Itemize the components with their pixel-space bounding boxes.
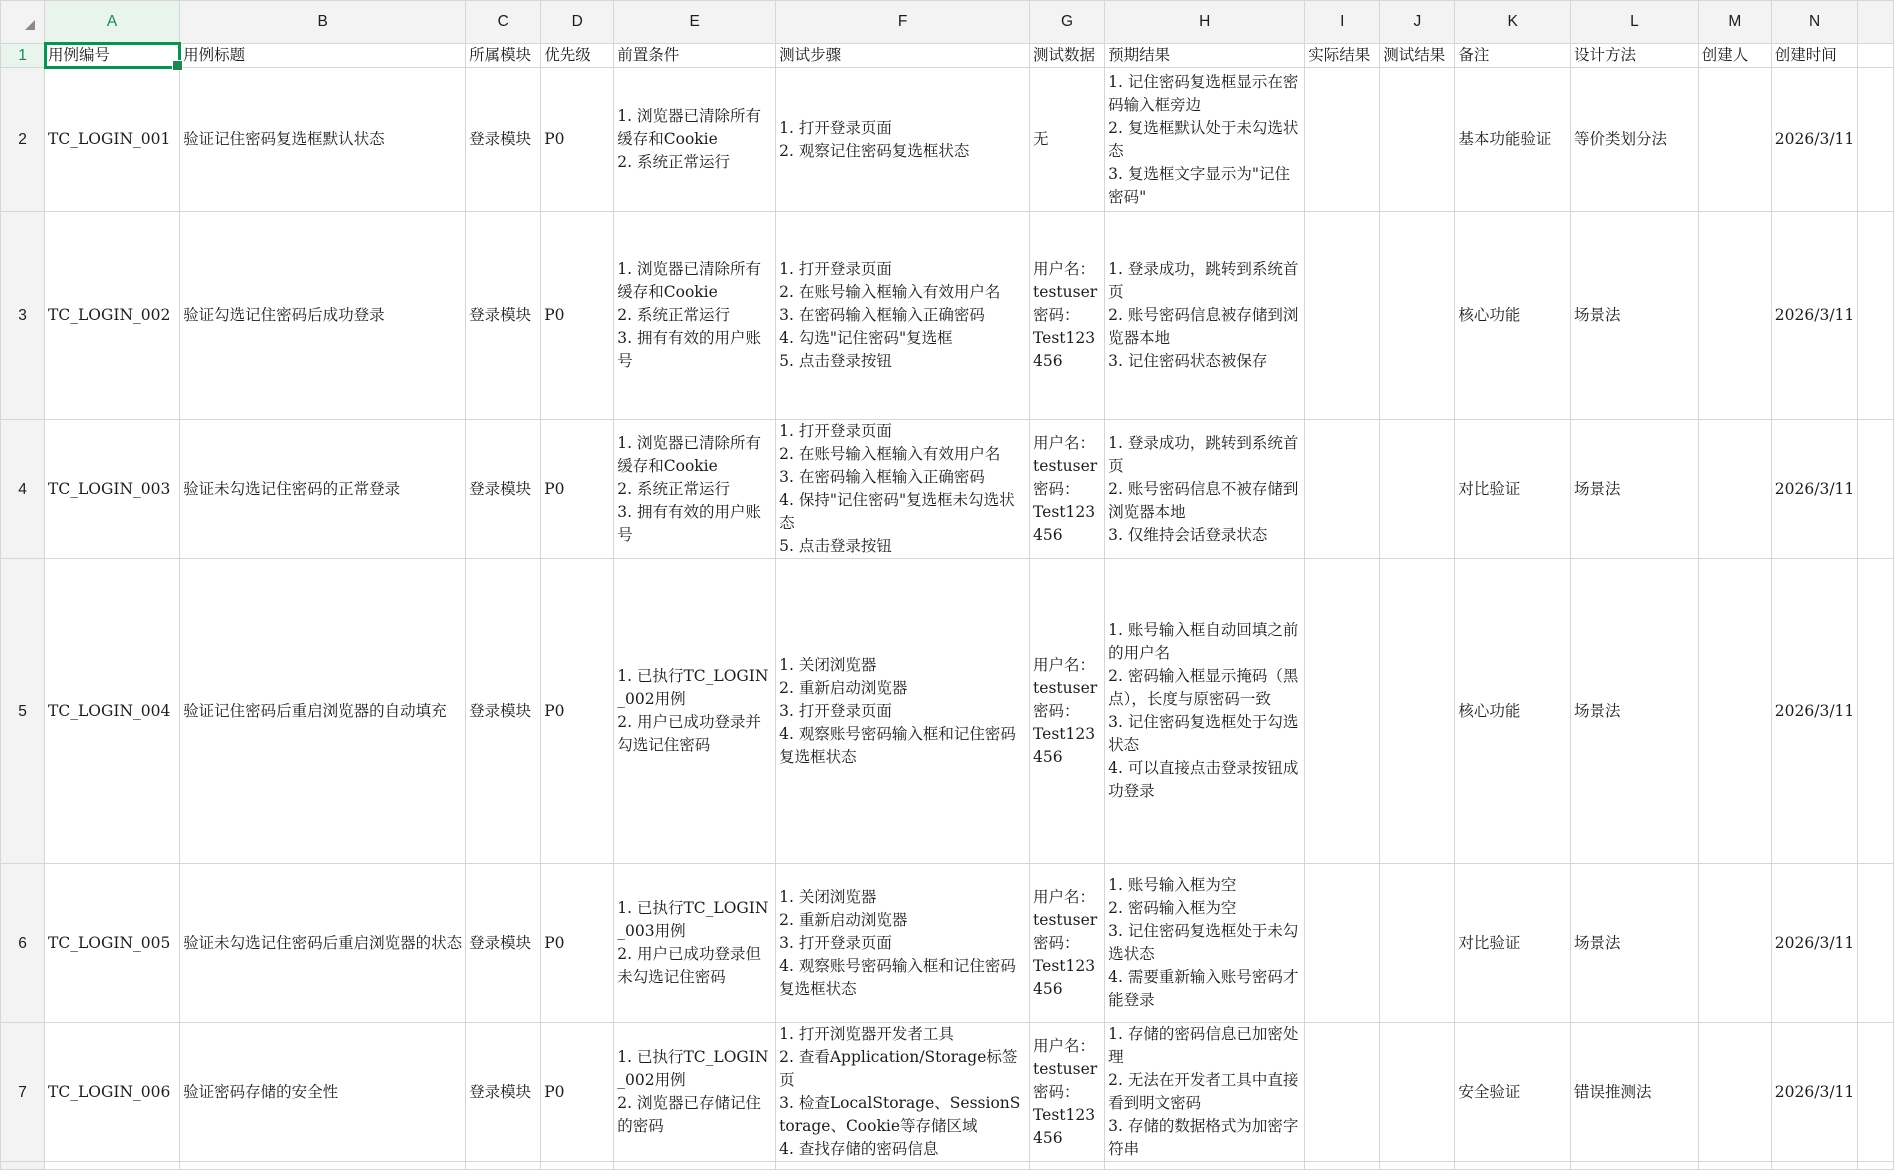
created-date-cell[interactable]: 2026/3/11: [1771, 68, 1857, 212]
cell-line: 2. 系统正常运行: [617, 153, 730, 171]
column-header-overflow: [1858, 1, 1894, 44]
empty-cell[interactable]: [1858, 43, 1894, 68]
header-label: 测试结果: [1383, 45, 1446, 64]
column-header-row: [1, 1, 1894, 44]
cell-line: 3. 拥有有效的用户账号: [617, 329, 761, 370]
table-row: [1, 1162, 1894, 1170]
cell-line: 1. 已执行TC_LOGIN_002用例: [617, 1048, 769, 1089]
cell-line: 4. 观察账号密码输入框和记住密码复选框状态: [779, 724, 1016, 766]
creator-cell[interactable]: [1698, 559, 1771, 864]
cell-line: 4. 可以直接点击登录按钮成功登录: [1108, 759, 1299, 800]
header-cell-j[interactable]: [1380, 43, 1455, 68]
priority-cell[interactable]: P0: [541, 420, 614, 559]
cell-line: 1. 浏览器已清除所有缓存和Cookie: [617, 260, 761, 301]
cell-line: 密码：: [1033, 306, 1080, 324]
header-label: 所属模块: [469, 45, 532, 64]
empty-cell[interactable]: [614, 1162, 776, 1170]
cell-line: 1. 登录成功，跳转到系统首页: [1108, 260, 1299, 301]
table-row: [1, 68, 1894, 212]
creator-cell[interactable]: [1698, 1023, 1771, 1162]
cell-line: 5. 点击登录按钮: [779, 537, 892, 555]
test-result-cell[interactable]: [1380, 212, 1455, 420]
design-method-cell[interactable]: 场景法: [1570, 212, 1698, 420]
case-title-cell[interactable]: 验证未勾选记住密码的正常登录: [180, 420, 466, 559]
note-cell[interactable]: 对比验证: [1455, 420, 1571, 559]
cell-line: 3. 拥有有效的用户账号: [617, 502, 761, 544]
cell-line: 2. 用户已成功登录但未勾选记住密码: [617, 945, 761, 986]
cell-line: 1. 打开登录页面: [779, 118, 892, 137]
precondition-cell[interactable]: [614, 864, 776, 1023]
case-title-cell[interactable]: 验证未勾选记住密码后重启浏览器的状态: [180, 864, 466, 1023]
created-date-cell[interactable]: 2026/3/11: [1771, 420, 1857, 559]
actual-result-cell[interactable]: [1305, 68, 1380, 212]
cell-line: 1. 登录成功，跳转到系统首页: [1108, 433, 1299, 475]
priority-cell[interactable]: P0: [541, 68, 614, 212]
row-header-3[interactable]: 3: [1, 212, 45, 420]
cell-line: testuser: [1033, 456, 1098, 475]
created-date-cell[interactable]: 2026/3/11: [1771, 1023, 1857, 1162]
header-label: 用例编号: [48, 46, 111, 64]
cell-line: 1. 关闭浏览器: [779, 655, 877, 674]
cell-line: 1. 账号输入框自动回填之前的用户名: [1108, 621, 1299, 662]
cell-line: 用户名：: [1033, 1036, 1096, 1055]
cell-line: 3. 记住密码复选框处于未勾选状态: [1108, 922, 1299, 963]
column-header-l[interactable]: L: [1570, 1, 1698, 44]
cell-line: 2. 重新启动浏览器: [779, 678, 908, 697]
empty-cell[interactable]: [1771, 1162, 1857, 1170]
module-cell[interactable]: 登录模块: [466, 864, 541, 1023]
cell-line: 1. 已执行TC_LOGIN_003用例: [617, 899, 769, 940]
case-title-cell[interactable]: 验证勾选记住密码后成功登录: [180, 212, 466, 420]
header-label: 设计方法: [1573, 45, 1636, 64]
case-id-cell[interactable]: TC_LOGIN_001: [45, 68, 180, 212]
column-header-j[interactable]: J: [1380, 1, 1455, 44]
note-cell[interactable]: 基本功能验证: [1455, 68, 1571, 212]
header-label: 测试步骤: [779, 45, 842, 64]
actual-result-cell[interactable]: [1305, 1023, 1380, 1162]
select-all-triangle-icon: [25, 20, 35, 30]
steps-cell[interactable]: [776, 212, 1030, 420]
cell-line: 1. 浏览器已清除所有缓存和Cookie: [617, 107, 761, 148]
created-date-cell[interactable]: 2026/3/11: [1771, 212, 1857, 420]
cell-line: 2. 账号密码信息被存储到浏览器本地: [1108, 306, 1299, 347]
cell-line: 2. 在账号输入框输入有效用户名: [779, 445, 1001, 463]
note-cell[interactable]: 安全验证: [1455, 1023, 1571, 1162]
expected-result-cell[interactable]: [1105, 864, 1305, 1023]
header-cell-i[interactable]: [1305, 43, 1380, 68]
cell-line: 1. 已执行TC_LOGIN_002用例: [617, 667, 769, 708]
creator-cell[interactable]: [1698, 864, 1771, 1023]
empty-cell[interactable]: [1858, 559, 1894, 864]
cell-line: 2. 系统正常运行: [617, 479, 730, 498]
cell-line: 2. 在账号输入框输入有效用户名: [779, 283, 1001, 301]
cell-line: testuser: [1033, 283, 1098, 301]
cell-line: 4. 查找存储的密码信息: [779, 1140, 939, 1158]
priority-cell[interactable]: P0: [541, 864, 614, 1023]
header-cell-e[interactable]: [614, 43, 776, 68]
cell-line: 1. 浏览器已清除所有缓存和Cookie: [617, 433, 761, 475]
module-cell[interactable]: 登录模块: [466, 1023, 541, 1162]
empty-cell[interactable]: [1858, 212, 1894, 420]
note-cell[interactable]: 核心功能: [1455, 559, 1571, 864]
header-cell-l[interactable]: [1570, 43, 1698, 68]
cell-line: 3. 检查LocalStorage、SessionStorage、Cookie等存储区域: [779, 1094, 1021, 1135]
cell-line: 2. 无法在开发者工具中直接看到明文密码: [1108, 1071, 1299, 1112]
column-header-a[interactable]: A: [45, 1, 180, 44]
select-all-corner[interactable]: [1, 1, 45, 44]
cell-line: Test123456: [1033, 502, 1096, 544]
empty-cell[interactable]: [1858, 1162, 1894, 1170]
created-date-cell[interactable]: 2026/3/11: [1771, 559, 1857, 864]
actual-result-cell[interactable]: [1305, 420, 1380, 559]
header-label: 创建时间: [1774, 45, 1837, 64]
column-header-n[interactable]: N: [1771, 1, 1857, 44]
design-method-cell[interactable]: 场景法: [1570, 420, 1698, 559]
cell-line: 3. 存储的数据格式为加密字符串: [1108, 1117, 1299, 1158]
creator-cell[interactable]: [1698, 68, 1771, 212]
header-label: 前置条件: [617, 45, 680, 64]
test-result-cell[interactable]: [1380, 559, 1455, 864]
cell-line: 4. 保持"记住密码"复选框未勾选状态: [779, 491, 1015, 532]
cell-line: 1. 打开登录页面: [779, 260, 892, 278]
header-cell-c[interactable]: [466, 43, 541, 68]
empty-cell[interactable]: [1105, 1162, 1305, 1170]
empty-cell[interactable]: [1030, 1162, 1105, 1170]
test-result-cell[interactable]: [1380, 864, 1455, 1023]
cell-line: 密码：: [1033, 479, 1080, 498]
empty-cell[interactable]: [1858, 864, 1894, 1023]
test-data-cell[interactable]: [1030, 1023, 1105, 1162]
priority-cell[interactable]: P0: [541, 559, 614, 864]
row-header-8[interactable]: [1, 1162, 45, 1170]
steps-cell[interactable]: [776, 420, 1030, 559]
expected-result-cell[interactable]: [1105, 1023, 1305, 1162]
table-row: [1, 559, 1894, 864]
cell-line: 用户名：: [1033, 260, 1096, 278]
cell-line: 2. 账号密码信息不被存储到浏览器本地: [1108, 479, 1299, 521]
precondition-cell[interactable]: [614, 1023, 776, 1162]
actual-result-cell[interactable]: [1305, 212, 1380, 420]
column-header-i[interactable]: I: [1305, 1, 1380, 44]
cell-line: 2. 密码输入框为空: [1108, 899, 1237, 917]
cell-line: 4. 勾选"记住密码"复选框: [779, 329, 953, 347]
note-cell[interactable]: 对比验证: [1455, 864, 1571, 1023]
header-label: 预期结果: [1108, 45, 1171, 64]
empty-cell[interactable]: [1858, 68, 1894, 212]
precondition-cell[interactable]: [614, 68, 776, 212]
column-header-e[interactable]: E: [614, 1, 776, 44]
created-date-cell[interactable]: 2026/3/11: [1771, 864, 1857, 1023]
module-cell[interactable]: 登录模块: [466, 420, 541, 559]
precondition-cell[interactable]: [614, 559, 776, 864]
table-row: [1, 420, 1894, 559]
creator-cell[interactable]: [1698, 212, 1771, 420]
cell-line: 3. 记住密码复选框处于勾选状态: [1108, 713, 1299, 754]
cell-line: 4. 需要重新输入账号密码才能登录: [1108, 968, 1299, 1009]
case-id-cell[interactable]: TC_LOGIN_004: [45, 559, 180, 864]
cell-line: Test123456: [1033, 1105, 1096, 1147]
test-data-cell[interactable]: [1030, 559, 1105, 864]
column-header-g[interactable]: G: [1030, 1, 1105, 44]
cell-line: testuser: [1033, 910, 1098, 929]
header-label: 测试数据: [1033, 45, 1096, 64]
cell-line: 密码：: [1033, 701, 1080, 720]
cell-line: 2. 查看Application/Storage标签页: [779, 1048, 1018, 1089]
cell-line: 3. 打开登录页面: [779, 701, 892, 720]
cell-line: Test123456: [1033, 329, 1096, 370]
table-row: [1, 864, 1894, 1023]
header-label: 优先级: [544, 45, 591, 64]
cell-line: 1. 打开浏览器开发者工具: [779, 1025, 954, 1043]
column-header-c[interactable]: C: [466, 1, 541, 44]
design-method-cell[interactable]: 等价类划分法: [1570, 68, 1698, 212]
design-method-cell[interactable]: 场景法: [1570, 559, 1698, 864]
creator-cell[interactable]: [1698, 420, 1771, 559]
empty-cell[interactable]: [1380, 1162, 1455, 1170]
test-data-cell[interactable]: [1030, 420, 1105, 559]
test-result-cell[interactable]: [1380, 68, 1455, 212]
cell-line: 无: [1033, 130, 1049, 148]
empty-cell[interactable]: [1698, 1162, 1771, 1170]
actual-result-cell[interactable]: [1305, 559, 1380, 864]
header-cell-g[interactable]: [1030, 43, 1105, 68]
row-header-4[interactable]: 4: [1, 420, 45, 559]
test-data-cell[interactable]: [1030, 864, 1105, 1023]
column-header-f[interactable]: F: [776, 1, 1030, 44]
cell-line: 密码：: [1033, 1082, 1080, 1101]
row-header-6[interactable]: 6: [1, 864, 45, 1023]
cell-line: 2. 重新启动浏览器: [779, 910, 908, 929]
cell-line: 3. 在密码输入框输入正确密码: [779, 468, 985, 486]
header-cell-b[interactable]: [180, 43, 466, 68]
steps-cell[interactable]: [776, 864, 1030, 1023]
cell-line: 1. 存储的密码信息已加密处理: [1108, 1025, 1299, 1066]
empty-cell[interactable]: [180, 1162, 466, 1170]
header-label: 创建人: [1701, 45, 1749, 64]
test-data-cell[interactable]: [1030, 68, 1105, 212]
empty-cell[interactable]: [1858, 1023, 1894, 1162]
header-cell-f[interactable]: [776, 43, 1030, 68]
cell-line: 用户名：: [1033, 433, 1096, 452]
cell-line: 2. 系统正常运行: [617, 306, 730, 324]
row-header-5[interactable]: 5: [1, 559, 45, 864]
precondition-cell[interactable]: [614, 420, 776, 559]
actual-result-cell[interactable]: [1305, 864, 1380, 1023]
design-method-cell[interactable]: 场景法: [1570, 864, 1698, 1023]
cell-line: testuser: [1033, 678, 1098, 697]
cell-line: 2. 观察记住密码复选框状态: [779, 141, 970, 160]
empty-cell[interactable]: [541, 1162, 614, 1170]
cell-line: 用户名：: [1033, 655, 1096, 674]
precondition-cell[interactable]: [614, 212, 776, 420]
cell-line: 1. 账号输入框为空: [1108, 876, 1237, 894]
cell-line: 5. 点击登录按钮: [779, 352, 892, 370]
empty-cell[interactable]: [45, 1162, 180, 1170]
case-id-cell[interactable]: TC_LOGIN_003: [45, 420, 180, 559]
priority-cell[interactable]: P0: [541, 1023, 614, 1162]
header-label: 实际结果: [1308, 45, 1371, 64]
cell-line: 1. 记住密码复选框显示在密码输入框旁边: [1108, 72, 1299, 114]
expected-result-cell[interactable]: [1105, 212, 1305, 420]
table-row: [1, 212, 1894, 420]
test-data-cell[interactable]: [1030, 212, 1105, 420]
design-method-cell[interactable]: 错误推测法: [1570, 1023, 1698, 1162]
header-label: 用例标题: [183, 45, 246, 64]
cell-line: 4. 观察账号密码输入框和记住密码复选框状态: [779, 956, 1016, 998]
header-cell-m[interactable]: [1698, 43, 1771, 68]
empty-cell[interactable]: [776, 1162, 1030, 1170]
header-cell-k[interactable]: [1455, 43, 1571, 68]
empty-cell[interactable]: [1858, 420, 1894, 559]
header-cell-d[interactable]: [541, 43, 614, 68]
cell-line: 2. 复选框默认处于未勾选状态: [1108, 118, 1299, 160]
case-title-cell[interactable]: 验证记住密码复选框默认状态: [180, 68, 466, 212]
cell-line: 3. 复选框文字显示为"记住密码": [1108, 164, 1290, 206]
cell-line: 3. 在密码输入框输入正确密码: [779, 306, 985, 324]
cell-line: 3. 打开登录页面: [779, 933, 892, 952]
header-cell-a[interactable]: [45, 43, 180, 68]
column-header-k[interactable]: K: [1455, 1, 1571, 44]
cell-line: 1. 关闭浏览器: [779, 887, 877, 906]
expected-result-cell[interactable]: [1105, 68, 1305, 212]
header-cell-n[interactable]: [1771, 43, 1857, 68]
cell-line: 2. 用户已成功登录并勾选记住密码: [617, 713, 761, 754]
expected-result-cell[interactable]: [1105, 559, 1305, 864]
module-cell[interactable]: 登录模块: [466, 212, 541, 420]
row-header-2[interactable]: 2: [1, 68, 45, 212]
cell-line: 3. 仅维持会话登录状态: [1108, 525, 1268, 544]
test-result-cell[interactable]: [1380, 1023, 1455, 1162]
cell-line: 密码：: [1033, 933, 1080, 952]
header-label: 备注: [1458, 45, 1490, 64]
steps-cell[interactable]: [776, 1023, 1030, 1162]
cell-line: Test123456: [1033, 956, 1096, 998]
cell-line: testuser: [1033, 1059, 1098, 1078]
test-result-cell[interactable]: [1380, 420, 1455, 559]
empty-cell[interactable]: [1570, 1162, 1698, 1170]
fill-handle[interactable]: [172, 60, 183, 71]
case-id-cell[interactable]: TC_LOGIN_006: [45, 1023, 180, 1162]
empty-cell[interactable]: [1455, 1162, 1571, 1170]
case-title-cell[interactable]: 验证密码存储的安全性: [180, 1023, 466, 1162]
priority-cell[interactable]: P0: [541, 212, 614, 420]
cell-line: 用户名：: [1033, 887, 1096, 906]
column-header-m[interactable]: M: [1698, 1, 1771, 44]
steps-cell[interactable]: [776, 68, 1030, 212]
column-header-b[interactable]: B: [180, 1, 466, 44]
case-title-cell[interactable]: 验证记住密码后重启浏览器的自动填充: [180, 559, 466, 864]
column-header-d[interactable]: D: [541, 1, 614, 44]
column-header-h[interactable]: H: [1105, 1, 1305, 44]
empty-cell[interactable]: [466, 1162, 541, 1170]
expected-result-cell[interactable]: [1105, 420, 1305, 559]
steps-cell[interactable]: [776, 559, 1030, 864]
case-id-cell[interactable]: TC_LOGIN_005: [45, 864, 180, 1023]
table-row: [1, 1023, 1894, 1162]
header-cell-h[interactable]: [1105, 43, 1305, 68]
cell-line: 2. 密码输入框显示掩码（黑点），长度与原密码一致: [1108, 667, 1299, 708]
row-header-7[interactable]: 7: [1, 1023, 45, 1162]
cell-line: 2. 浏览器已存储记住的密码: [617, 1094, 761, 1135]
case-id-cell[interactable]: TC_LOGIN_002: [45, 212, 180, 420]
cell-line: 1. 打开登录页面: [779, 422, 892, 440]
module-cell[interactable]: 登录模块: [466, 68, 541, 212]
cell-line: 3. 记住密码状态被保存: [1108, 352, 1268, 370]
note-cell[interactable]: 核心功能: [1455, 212, 1571, 420]
cell-line: Test123456: [1033, 724, 1096, 766]
row-header-1[interactable]: 1: [1, 43, 45, 68]
empty-cell[interactable]: [1305, 1162, 1380, 1170]
table-row-header: [1, 43, 1894, 68]
module-cell[interactable]: 登录模块: [466, 559, 541, 864]
